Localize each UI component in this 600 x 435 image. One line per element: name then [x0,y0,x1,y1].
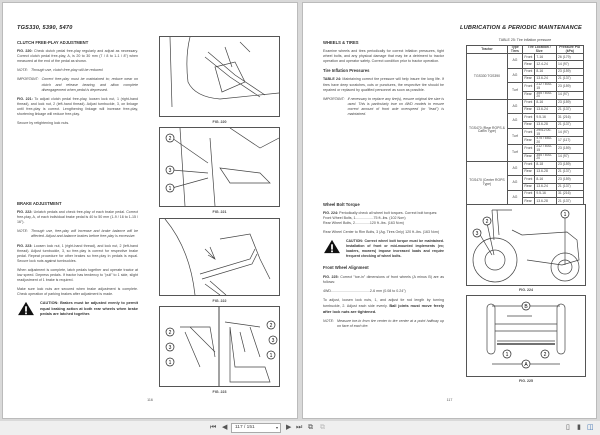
tire-type-cell: Turf [507,83,522,99]
pressure-cell: 23 (159) [556,176,584,183]
location-cell: Rear [522,198,534,205]
left-page [2,2,298,419]
paragraph: Make sure lock nuts are secured when brake adjustment is complete. Check operation of parking brakes after adjustment is made. [17,287,138,297]
location-cell: Front [522,54,534,61]
last-page-button[interactable]: ⏭ [296,424,303,431]
pressure-cell: 21 (137) [556,76,584,83]
fig-ref: FIG. 222: [17,210,33,215]
pressure-cell: 14 (97) [556,153,584,161]
note-text: Measure toe-in from tire center to tire center at a point halfway up on face of each tire. [336,319,444,329]
page-number: 116 [147,398,153,402]
size-cell: 13.6-28 [534,168,556,175]
fig-ref: FIG. 220: [17,49,33,54]
size-cell: 7-16 [534,54,556,61]
size-cell: 8-18 [534,161,556,168]
callout: 2 [168,330,172,336]
caution-text: CAUTION: Correct wheel bolt torque must be maintained. Installation of front or mid-mounted implements (ex; loaders, mowers) impose increased loads and require frequent checking of wheel bolts. [346,239,444,259]
subsection-title: Front Wheel Alignment [323,265,369,271]
section-title: CLUTCH FREE-PLAY ADJUSTMENT [17,40,89,45]
paragraph: To adjust clutch pedal free-play, loosen lock nut, 1 (right-hand thread), and lock nut, 2 (left-hand thread). Adjust turnbuckle, 3, on linkage until free-play is correct. Lengthening linkage will increase free-play, shortening linkage will reduce free-play. [17,96,138,117]
callout: 2 [269,323,273,329]
size-cell: 9.5-16 [534,190,556,197]
location-cell: Front [522,176,534,183]
single-page-view-icon[interactable]: ▯ [566,424,570,431]
viewer-toolbar [0,421,600,435]
pressure-cell: 14 (97) [556,91,584,99]
column-header: Tire Location / Size [522,46,556,54]
size-cell: 12.4-24 [534,61,556,68]
figure-caption: FIG. 220 [212,120,227,124]
paragraph: Unlatch pedals and check free-play of each brake pedal. Correct free-play, A, of each individual brake pedal is 40 to 50 mm (1-9 / 16 to 1-15 / 16"). [17,210,138,225]
size-cell: 212 / 80D-15 [534,83,556,91]
location-cell: Front [522,83,534,91]
note-text: Through use, free-play will increase and brake balance will be affected. Adjust and balance brakes before free-play is excessive. [30,229,138,239]
figure-222 [159,218,280,296]
callout: 2 [543,352,547,358]
fig-ref: FIG. 223: [17,243,33,248]
paragraph: Rear Wheel Center to Rim Bolts, 3 (Ag. Tires Only) 120 ft.-lbs. (163 N•m) [323,230,440,235]
callout: 1 [269,353,273,359]
paragraph: When adjustment is complete, latch pedals together and operate tractor at low speed. Depress pedals. If tractor has tendency to "pull" to 1 side, slight readjustment of 1 brake is required. [17,267,138,283]
callout: 1 [563,212,567,218]
figure-caption: FIG. 221 [212,210,227,214]
location-cell: Front [522,68,534,75]
section-title: BRAKE ADJUSTMENT [17,201,62,206]
caution-text: CAUTION: Brakes must be adjusted evenly to permit equal braking action at both rear wheels when brake pedals are latched together. [40,301,138,316]
subsection-title: Tire Inflation Pressures [323,68,370,74]
table-caption: TABLE 25: Tire inflation pressure [498,38,552,42]
important-text: If necessary to replace any tire(s), ensure original tire size is used. This is particularly true on 4WD models to ensure correct amount of front axle overspeed (or "lead") is maintained. [347,96,444,117]
location-cell: Front [522,190,534,197]
column-header: Type Tires [507,46,522,54]
clutch-linkage-illustration [160,128,279,206]
right-text-column-2 [323,199,444,333]
callout: 1 [505,352,509,358]
paragraph: To adjust, loosen lock nuts, 1, and adjust tie rod length by turning turnbuckle, 2. Adjust each side evenly. [323,297,444,308]
left-text-column-2 [17,198,138,317]
pressure-cell: 31 (216) [556,114,584,121]
paragraph: Check clutch pedal free-play regularly and adjust as necessary. Correct clutch pedal free-play, A, is 20 to 30 mm (7 / 8 to 1-1 / 8") when measured at the end of the pedal as shown. [17,49,139,64]
callout: 2 [168,136,172,142]
size-cell: 8-16 [534,176,556,183]
caution-box [323,239,444,259]
pressure-cell: 14 (97) [556,61,584,68]
torque-front: Front Wheel Bolts, 1..................75 ft.-lbs. (102 N•m) [323,216,406,221]
location-cell: Rear [522,183,534,190]
size-cell: 29x12.00-15 [534,128,556,136]
paragraph: Loosen lock nut, 1 (right-hand thread), and lock nut, 2 (left-hand thread). Adjust turnbuckle, 3, so free-play is correct for respective brake pedal. Repeat procedure for other brakes so free-play in pedals is equal. Secure lock nuts against turnbuckles. [17,243,139,263]
location-cell: Front [522,114,534,121]
location-cell: Rear [522,107,534,114]
size-cell: 13.6-28 [534,198,556,205]
note-label: NOTE: [323,319,334,324]
location-cell: Front [522,145,534,153]
size-cell: 13.6-24 [534,76,556,83]
important-label: IMPORTANT: [17,77,39,82]
continuous-view-icon[interactable]: ▮ [577,424,581,431]
front-axle-illustration [467,296,585,376]
callout: 2 [485,219,489,225]
page-header: LUBRICATION & PERIODIC MAINTENANCE [460,25,582,31]
pressure-cell: 23 (159) [556,99,584,106]
previous-page-button[interactable]: ◀ [222,424,228,431]
torque-rear: Rear Wheel Bolts, 2...............120 ft.-lbs. (163 N•m) [323,221,404,226]
tire-type-cell: AG [507,161,522,176]
figure-220 [159,36,280,117]
brake-pedal-illustration [160,219,279,295]
callout: 1 [168,186,172,192]
location-cell: Rear [522,137,534,145]
warning-icon [323,239,341,254]
page-header: TGS330, 5390, 5470 [17,25,73,31]
table-row [467,99,584,106]
tractor-cell: TGS470 (Center ROPS Type) [467,161,508,205]
figure-caption: FIG. 222 [212,299,227,303]
figure-225 [466,295,586,377]
size-cell: 8-16 [534,99,556,106]
warning-icon [17,301,35,316]
callout: 3 [271,338,275,344]
right-page [302,2,597,419]
tire-type-cell: AG [507,114,522,129]
pressure-cell: 23 (159) [556,161,584,168]
important-label: IMPORTANT: [323,96,345,101]
figure-223 [159,306,280,387]
column-header: Tractor [467,46,508,54]
size-cell: 355 / 80D-20 [534,91,556,99]
location-cell: Rear [522,168,534,175]
page-number-field[interactable] [231,423,281,433]
size-cell: 355 / 80D-20 [534,153,556,161]
location-cell: Rear [522,91,534,99]
caution-box [17,301,138,317]
location-cell: Rear [522,76,534,83]
paragraph: Secure by retightening lock nuts. [17,121,70,126]
important-text: Correct free-play must be maintained to; reduce wear on clutch and release bearing, and allow complete disengagement when pedal is depressed. [41,77,138,92]
brake-linkage-illustration [160,307,279,386]
fig-ref: FIG. 224: [323,211,339,216]
callout: 3 [168,345,172,351]
toe-in-value: 4WD.......................................2-6 mm (0.08 to 0.24") [323,288,406,293]
size-cell: 475 / 65D-20 [534,137,556,145]
callout: A [524,362,528,368]
tire-pressure-table [466,45,584,205]
clutch-pedal-illustration [160,37,279,116]
size-cell: 13.6-24 [534,107,556,114]
callout: 1 [168,360,172,366]
location-cell: Rear [522,153,534,161]
location-cell: Front [522,161,534,168]
paragraph: Periodically check all wheel bolt torques. Correct bolt torques: [338,211,438,216]
next-page-button[interactable]: ▶ [286,424,292,431]
figure-224 [466,204,586,286]
paragraph: Examine wheels and tires periodically for correct inflation pressures, tight wheel bolts, and any physical damage that may be a detriment to tractor operation and operator safety. Correct condition prior to tractor operation. [323,49,444,64]
two-page-view-icon[interactable]: ◫ [587,424,594,431]
fig-ref: FIG. 221: [17,96,33,101]
pressure-cell: 23 (159) [556,68,584,75]
location-cell: Rear [522,61,534,68]
pressure-cell: 31 (216) [556,190,584,197]
figure-221 [159,127,280,207]
tractor-cell: TGS470 (Rear ROPS & Cabin Type) [467,99,508,161]
subsection-title: Wheel Bolt Torque [323,202,360,207]
tire-type-cell: Turf [507,145,522,161]
location-cell: Front [522,128,534,136]
pressure-cell: 21 (137) [556,183,584,190]
pressure-cell: 14 (97) [556,128,584,136]
note-text: Through use, clutch free-play will be reduced. [30,68,104,73]
paragraph: Correct "toe-in" dimensions of front wheels (A minus B) are as follows: [323,274,444,284]
bold-warning: Ball joints must move freely after lock nuts are tightened. [323,302,444,315]
first-page-button[interactable]: ⏮ [210,424,217,431]
callout: 3 [475,231,479,237]
figure-caption: FIG. 223 [212,390,227,394]
size-cell: 212 / 80D-15 [534,145,556,153]
size-cell: 8-16 [534,68,556,75]
tractor-illustration [467,205,585,285]
size-cell: 13.6-28 [534,121,556,128]
tire-type-cell: AG [507,190,522,205]
pressure-cell: 26 (179) [556,54,584,61]
callout: 3 [168,168,172,174]
pressure-cell: 17 (117) [556,137,584,145]
tire-type-cell: AG [507,99,522,114]
figure-caption: FIG. 225 [519,379,533,383]
pressure-cell: 21 (137) [556,168,584,175]
fig-ref: FIG. 225: [323,274,339,279]
location-cell: Rear [522,121,534,128]
table-row [467,161,584,168]
tractor-cell: TGS330 TGS390 [467,54,508,100]
size-cell: 9.5-16 [534,114,556,121]
page-field-value: 117 / 151 [235,425,255,430]
callout: B [524,304,528,310]
right-text-column [323,37,444,121]
pressure-cell: 21 (137) [556,121,584,128]
copy-icon[interactable]: ⧉ [308,424,313,431]
tire-type-cell: Turf [507,128,522,144]
paste-icon[interactable]: ⧉ [320,424,325,431]
page-number: 117 [446,398,453,402]
pressure-cell: 23 (159) [556,145,584,153]
paragraph: Maintaining correct tire pressure will help insure tire long life. If tires have deep scratches, cuts or punctures, the respective tire should be repaired or replaced by qualified personnel as soon as possible. [323,77,444,92]
pressure-cell: 23 (159) [556,83,584,91]
tire-type-cell: AG [507,68,522,83]
figure-caption: FIG. 224 [519,288,533,292]
left-text-column [17,37,138,130]
note-label: NOTE: [17,68,28,73]
tire-type-cell: AG [507,54,522,69]
note-label: NOTE: [17,229,28,234]
column-header: Pressure PSI (kPa) [556,46,584,54]
location-cell: Front [522,99,534,106]
tire-type-cell: AG [507,176,522,191]
table-row [467,54,584,61]
chevron-down-icon[interactable]: ▾ [275,425,278,430]
section-title: WHEELS & TIRES [323,40,359,45]
size-cell: 13.6-24 [534,183,556,190]
table-ref: TABLE 24: [323,77,342,82]
pressure-cell: 21 (137) [556,198,584,205]
pressure-cell: 21 (137) [556,107,584,114]
